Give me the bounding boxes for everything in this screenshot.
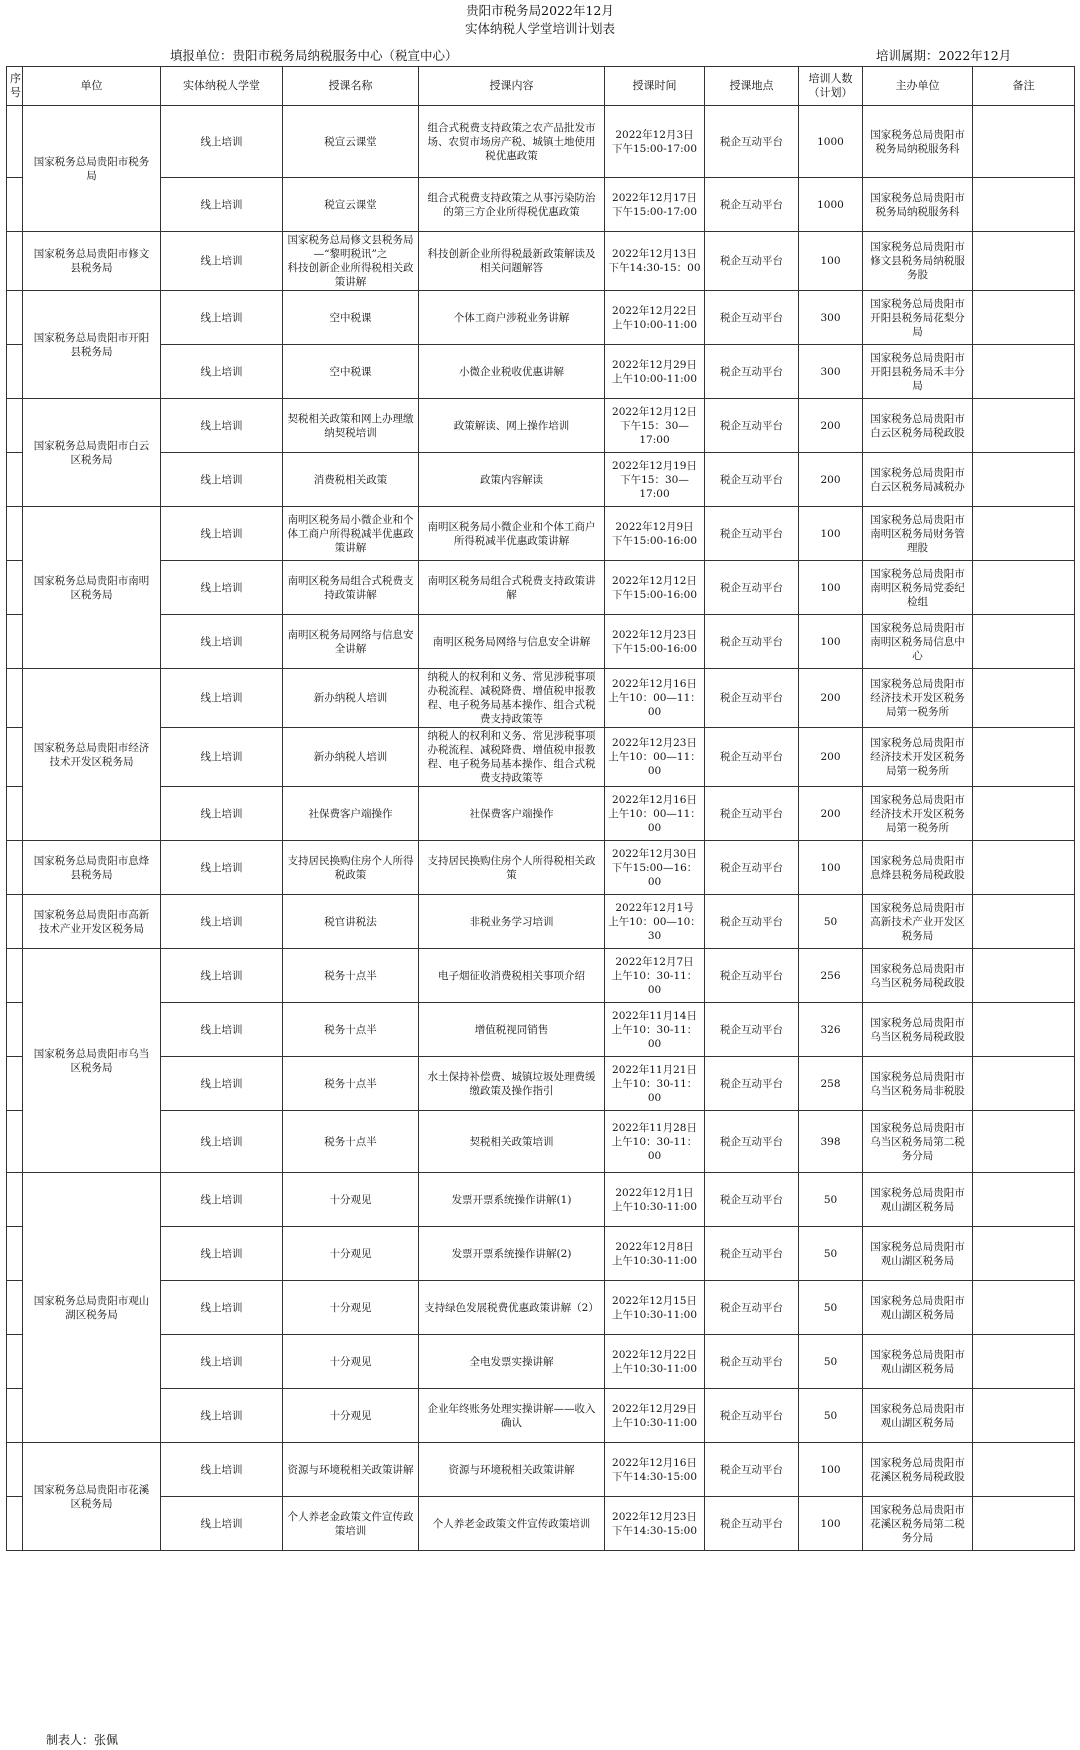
table-row — [7, 1443, 1075, 1497]
course-content-cell: 发票开票系统操作讲解(2) — [419, 1227, 605, 1281]
host-cell: 国家税务总局贵阳市观山湖区税务局 — [863, 1281, 973, 1335]
course-name-cell: 新办纳税人培训 — [283, 669, 419, 728]
course-place-cell: 税企互动平台 — [705, 841, 799, 895]
remark-cell — [973, 1335, 1075, 1389]
host-cell: 国家税务总局贵阳市经济技术开发区税务局第一税务所 — [863, 728, 973, 787]
header-course-time: 授课时间 — [605, 67, 705, 106]
course-time-cell: 2022年12月12日 下午15:00-16:00 — [605, 561, 705, 615]
table-row — [7, 895, 1075, 949]
planned-count-cell: 1000 — [799, 106, 863, 178]
remark-cell — [973, 399, 1075, 453]
remark-cell — [973, 787, 1075, 841]
planned-count-cell: 50 — [799, 895, 863, 949]
classroom-cell: 线上培训 — [161, 178, 283, 232]
row-index-cell — [7, 787, 23, 841]
row-index-cell — [7, 1443, 23, 1497]
course-place-cell: 税企互动平台 — [705, 615, 799, 669]
course-place-cell: 税企互动平台 — [705, 669, 799, 728]
classroom-cell: 线上培训 — [161, 561, 283, 615]
planned-count-cell: 1000 — [799, 178, 863, 232]
unit-cell: 国家税务总局贵阳市税务局 — [23, 106, 161, 232]
course-place-cell: 税企互动平台 — [705, 232, 799, 291]
classroom-cell: 线上培训 — [161, 615, 283, 669]
course-name-cell: 十分观见 — [283, 1227, 419, 1281]
course-name-cell: 十分观见 — [283, 1335, 419, 1389]
course-time-cell: 2022年12月15日 上午10:30-11:00 — [605, 1281, 705, 1335]
document-subtitle: 实体纳税人学堂培训计划表 — [464, 21, 615, 36]
header-course-name: 授课名称 — [283, 67, 419, 106]
table-row — [7, 232, 1075, 291]
course-content-cell: 纳税人的权利和义务、常见涉税事项办税流程、减税降费、增值税申报教程、电子税务局基本操作、组合式税费支持政策等 — [419, 728, 605, 787]
header-remark: 备注 — [973, 67, 1075, 106]
table-row — [7, 1111, 1075, 1173]
course-name-cell: 南明区税务局组合式税费支持政策讲解 — [283, 561, 419, 615]
planned-count-cell: 258 — [799, 1057, 863, 1111]
table-row — [7, 1281, 1075, 1335]
classroom-cell: 线上培训 — [161, 841, 283, 895]
course-name-cell: 国家税务总局修文县税务局—“黎明税讯”之 科技创新企业所得税相关政策讲解 — [283, 232, 419, 291]
remark-cell — [973, 1443, 1075, 1497]
host-cell: 国家税务总局贵阳市乌当区税务局税政股 — [863, 1003, 973, 1057]
host-cell: 国家税务总局贵阳市税务局纳税服务科 — [863, 178, 973, 232]
remark-cell — [973, 178, 1075, 232]
course-name-cell: 资源与环境税相关政策讲解 — [283, 1443, 419, 1497]
table-row — [7, 1227, 1075, 1281]
course-place-cell: 税企互动平台 — [705, 1497, 799, 1551]
host-cell: 国家税务总局贵阳市白云区税务局减税办 — [863, 453, 973, 507]
host-cell: 国家税务总局贵阳市税务局纳税服务科 — [863, 106, 973, 178]
course-time-cell: 2022年12月23日 下午14:30-15:00 — [605, 1497, 705, 1551]
classroom-cell: 线上培训 — [161, 1057, 283, 1111]
planned-count-cell: 50 — [799, 1389, 863, 1443]
course-time-cell: 2022年12月16日 上午10：00—11：00 — [605, 669, 705, 728]
remark-cell — [973, 232, 1075, 291]
unit-cell: 国家税务总局贵阳市高新技术产业开发区税务局 — [23, 895, 161, 949]
course-time-cell: 2022年12月12日 下午15：30—17:00 — [605, 399, 705, 453]
course-content-cell: 南明区税务局组合式税费支持政策讲解 — [419, 561, 605, 615]
remark-cell — [973, 1281, 1075, 1335]
row-index-cell — [7, 949, 23, 1003]
planned-count-cell: 200 — [799, 399, 863, 453]
course-content-cell: 个人养老金政策文件宣传政策培训 — [419, 1497, 605, 1551]
classroom-cell: 线上培训 — [161, 453, 283, 507]
header-planned-count: 培训人数（计划） — [799, 67, 863, 106]
course-name-cell: 消费税相关政策 — [283, 453, 419, 507]
course-name-cell: 契税相关政策和网上办理缴纳契税培训 — [283, 399, 419, 453]
course-content-cell: 组合式税费支持政策之从事污染防治的第三方企业所得税优惠政策 — [419, 178, 605, 232]
course-name-cell: 十分观见 — [283, 1389, 419, 1443]
table-row — [7, 1173, 1075, 1227]
host-cell: 国家税务总局贵阳市高新技术产业开发区税务局 — [863, 895, 973, 949]
course-time-cell: 2022年11月21日 上午10：30-11：00 — [605, 1057, 705, 1111]
course-place-cell: 税企互动平台 — [705, 1389, 799, 1443]
row-index-cell — [7, 1111, 23, 1173]
course-content-cell: 全电发票实操讲解 — [419, 1335, 605, 1389]
course-time-cell: 2022年12月23日 上午10：00—11：00 — [605, 728, 705, 787]
table-row — [7, 178, 1075, 232]
classroom-cell: 线上培训 — [161, 291, 283, 345]
course-place-cell: 税企互动平台 — [705, 1003, 799, 1057]
course-time-cell: 2022年11月14日 上午10：30-11：00 — [605, 1003, 705, 1057]
planned-count-cell: 50 — [799, 1281, 863, 1335]
planned-count-cell: 100 — [799, 841, 863, 895]
planned-count-cell: 100 — [799, 1497, 863, 1551]
course-name-cell: 税务十点半 — [283, 949, 419, 1003]
course-time-cell: 2022年12月9日 下午15:00-16:00 — [605, 507, 705, 561]
course-time-cell: 2022年12月29日 上午10:00-11:00 — [605, 345, 705, 399]
course-content-cell: 非税业务学习培训 — [419, 895, 605, 949]
classroom-cell: 线上培训 — [161, 669, 283, 728]
course-place-cell: 税企互动平台 — [705, 895, 799, 949]
course-place-cell: 税企互动平台 — [705, 1443, 799, 1497]
header-host: 主办单位 — [863, 67, 973, 106]
row-index-cell — [7, 1227, 23, 1281]
row-index-cell — [7, 1389, 23, 1443]
planned-count-cell: 200 — [799, 669, 863, 728]
classroom-cell: 线上培训 — [161, 1335, 283, 1389]
course-content-cell: 南明区税务局网络与信息安全讲解 — [419, 615, 605, 669]
row-index-cell — [7, 291, 23, 345]
row-index-cell — [7, 232, 23, 291]
course-time-cell: 2022年12月29日 上午10:30-11:00 — [605, 1389, 705, 1443]
course-content-cell: 支持绿色发展税费优惠政策讲解（2） — [419, 1281, 605, 1335]
host-cell: 国家税务总局贵阳市乌当区税务局非税股 — [863, 1057, 973, 1111]
remark-cell — [973, 669, 1075, 728]
planned-count-cell: 100 — [799, 232, 863, 291]
remark-cell — [973, 949, 1075, 1003]
table-row — [7, 615, 1075, 669]
unit-cell: 国家税务总局贵阳市修文县税务局 — [23, 232, 161, 291]
table-row — [7, 787, 1075, 841]
row-index-cell — [7, 1281, 23, 1335]
planned-count-cell: 50 — [799, 1173, 863, 1227]
table-row — [7, 453, 1075, 507]
course-place-cell: 税企互动平台 — [705, 949, 799, 1003]
unit-cell: 国家税务总局贵阳市经济技术开发区税务局 — [23, 669, 161, 841]
course-name-cell: 空中税课 — [283, 291, 419, 345]
table-maker: 制表人：张佩 — [46, 1733, 119, 1747]
course-content-cell: 组合式税费支持政策之农产品批发市场、农贸市场房产税、城镇土地使用税优惠政策 — [419, 106, 605, 178]
remark-cell — [973, 1227, 1075, 1281]
course-name-cell: 新办纳税人培训 — [283, 728, 419, 787]
classroom-cell: 线上培训 — [161, 1443, 283, 1497]
remark-cell — [973, 1389, 1075, 1443]
header-unit: 单位 — [23, 67, 161, 106]
host-cell: 国家税务总局贵阳市修文县税务局纳税服务股 — [863, 232, 973, 291]
header-index: 序号 — [7, 67, 23, 106]
classroom-cell: 线上培训 — [161, 949, 283, 1003]
course-content-cell: 契税相关政策培训 — [419, 1111, 605, 1173]
table-row — [7, 1057, 1075, 1111]
unit-cell: 国家税务总局贵阳市乌当区税务局 — [23, 949, 161, 1173]
table-row — [7, 106, 1075, 178]
unit-cell: 国家税务总局贵阳市观山湖区税务局 — [23, 1173, 161, 1443]
row-index-cell — [7, 1057, 23, 1111]
host-cell: 国家税务总局贵阳市开阳县税务局禾丰分局 — [863, 345, 973, 399]
planned-count-cell: 200 — [799, 787, 863, 841]
course-place-cell: 税企互动平台 — [705, 1335, 799, 1389]
row-index-cell — [7, 615, 23, 669]
host-cell: 国家税务总局贵阳市花溪区税务局第二税务分局 — [863, 1497, 973, 1551]
host-cell: 国家税务总局贵阳市开阳县税务局花梨分局 — [863, 291, 973, 345]
course-time-cell: 2022年12月13日 下午14:30-15：00 — [605, 232, 705, 291]
classroom-cell: 线上培训 — [161, 1227, 283, 1281]
header-course-place: 授课地点 — [705, 67, 799, 106]
course-name-cell: 税务十点半 — [283, 1111, 419, 1173]
planned-count-cell: 100 — [799, 615, 863, 669]
course-content-cell: 增值税视同销售 — [419, 1003, 605, 1057]
course-place-cell: 税企互动平台 — [705, 561, 799, 615]
course-time-cell: 2022年12月1号 上午10：00—10：30 — [605, 895, 705, 949]
course-time-cell: 2022年12月1日 上午10:30-11:00 — [605, 1173, 705, 1227]
remark-cell — [973, 728, 1075, 787]
course-content-cell: 发票开票系统操作讲解(1) — [419, 1173, 605, 1227]
planned-count-cell: 200 — [799, 728, 863, 787]
table-row — [7, 399, 1075, 453]
course-name-cell: 南明区税务局小微企业和个体工商户所得税减半优惠政策讲解 — [283, 507, 419, 561]
remark-cell — [973, 841, 1075, 895]
course-content-cell: 南明区税务局小微企业和个体工商户所得税减半优惠政策讲解 — [419, 507, 605, 561]
planned-count-cell: 200 — [799, 453, 863, 507]
table-row — [7, 291, 1075, 345]
table-row — [7, 507, 1075, 561]
course-name-cell: 社保费客户端操作 — [283, 787, 419, 841]
classroom-cell: 线上培训 — [161, 399, 283, 453]
table-row — [7, 1335, 1075, 1389]
row-index-cell — [7, 1003, 23, 1057]
course-time-cell: 2022年12月16日 上午10：00—11：00 — [605, 787, 705, 841]
course-place-cell: 税企互动平台 — [705, 1281, 799, 1335]
table-row — [7, 841, 1075, 895]
table-row — [7, 669, 1075, 728]
course-name-cell: 税务十点半 — [283, 1003, 419, 1057]
course-time-cell: 2022年12月22日 上午10:30-11:00 — [605, 1335, 705, 1389]
planned-count-cell: 398 — [799, 1111, 863, 1173]
row-index-cell — [7, 1335, 23, 1389]
planned-count-cell: 50 — [799, 1227, 863, 1281]
remark-cell — [973, 1497, 1075, 1551]
course-place-cell: 税企互动平台 — [705, 1111, 799, 1173]
training-period: 培训属期：2022年12月 — [876, 48, 1012, 63]
remark-cell — [973, 1057, 1075, 1111]
course-content-cell: 企业年终账务处理实操讲解——收入确认 — [419, 1389, 605, 1443]
classroom-cell: 线上培训 — [161, 1003, 283, 1057]
classroom-cell: 线上培训 — [161, 1497, 283, 1551]
table-row — [7, 1003, 1075, 1057]
course-content-cell: 小微企业税收优惠讲解 — [419, 345, 605, 399]
course-time-cell: 2022年11月28日 上午10：30-11：00 — [605, 1111, 705, 1173]
host-cell: 国家税务总局贵阳市白云区税务局税政股 — [863, 399, 973, 453]
remark-cell — [973, 615, 1075, 669]
host-cell: 国家税务总局贵阳市观山湖区税务局 — [863, 1227, 973, 1281]
course-place-cell: 税企互动平台 — [705, 106, 799, 178]
course-name-cell: 十分观见 — [283, 1173, 419, 1227]
remark-cell — [973, 1111, 1075, 1173]
course-place-cell: 税企互动平台 — [705, 399, 799, 453]
remark-cell — [973, 106, 1075, 178]
planned-count-cell: 100 — [799, 1443, 863, 1497]
header-course-content: 授课内容 — [419, 67, 605, 106]
training-plan-table — [6, 66, 1075, 1551]
classroom-cell: 线上培训 — [161, 345, 283, 399]
course-name-cell: 个人养老金政策文件宣传政策培训 — [283, 1497, 419, 1551]
host-cell: 国家税务总局贵阳市观山湖区税务局 — [863, 1389, 973, 1443]
classroom-cell: 线上培训 — [161, 1111, 283, 1173]
host-cell: 国家税务总局贵阳市南明区税务局信息中心 — [863, 615, 973, 669]
planned-count-cell: 256 — [799, 949, 863, 1003]
remark-cell — [973, 1003, 1075, 1057]
planned-count-cell: 300 — [799, 345, 863, 399]
classroom-cell: 线上培训 — [161, 895, 283, 949]
course-place-cell: 税企互动平台 — [705, 787, 799, 841]
host-cell: 国家税务总局贵阳市乌当区税务局第二税务分局 — [863, 1111, 973, 1173]
row-index-cell — [7, 895, 23, 949]
row-index-cell — [7, 841, 23, 895]
host-cell: 国家税务总局贵阳市南明区税务局财务管理股 — [863, 507, 973, 561]
course-content-cell: 社保费客户端操作 — [419, 787, 605, 841]
host-cell: 国家税务总局贵阳市南明区税务局党委纪检组 — [863, 561, 973, 615]
classroom-cell: 线上培训 — [161, 232, 283, 291]
course-time-cell: 2022年12月16日 下午14:30-15:00 — [605, 1443, 705, 1497]
host-cell: 国家税务总局贵阳市花溪区税务局税政股 — [863, 1443, 973, 1497]
remark-cell — [973, 895, 1075, 949]
course-place-cell: 税企互动平台 — [705, 453, 799, 507]
host-cell: 国家税务总局贵阳市息烽县税务局税政股 — [863, 841, 973, 895]
course-name-cell: 税宣云课堂 — [283, 106, 419, 178]
unit-cell: 国家税务总局贵阳市开阳县税务局 — [23, 291, 161, 399]
course-place-cell: 税企互动平台 — [705, 728, 799, 787]
course-time-cell: 2022年12月19日 下午15：30—17:00 — [605, 453, 705, 507]
course-place-cell: 税企互动平台 — [705, 291, 799, 345]
course-content-cell: 政策解读、网上操作培训 — [419, 399, 605, 453]
unit-cell: 国家税务总局贵阳市白云区税务局 — [23, 399, 161, 507]
course-content-cell: 电子烟征收消费税相关事项介绍 — [419, 949, 605, 1003]
header-classroom: 实体纳税人学堂 — [161, 67, 283, 106]
unit-cell: 国家税务总局贵阳市息烽县税务局 — [23, 841, 161, 895]
remark-cell — [973, 507, 1075, 561]
classroom-cell: 线上培训 — [161, 1173, 283, 1227]
row-index-cell — [7, 399, 23, 453]
course-content-cell: 科技创新企业所得税最新政策解读及相关问题解答 — [419, 232, 605, 291]
unit-cell: 国家税务总局贵阳市南明区税务局 — [23, 507, 161, 669]
classroom-cell: 线上培训 — [161, 787, 283, 841]
course-name-cell: 税宣云课堂 — [283, 178, 419, 232]
header-row — [7, 67, 1075, 106]
course-time-cell: 2022年12月23日 下午15:00-16:00 — [605, 615, 705, 669]
planned-count-cell: 326 — [799, 1003, 863, 1057]
course-content-cell: 水土保持补偿费、城镇垃圾处理费缓缴政策及操作指引 — [419, 1057, 605, 1111]
course-name-cell: 税官讲税法 — [283, 895, 419, 949]
planned-count-cell: 300 — [799, 291, 863, 345]
remark-cell — [973, 561, 1075, 615]
course-name-cell: 南明区税务局网络与信息安全讲解 — [283, 615, 419, 669]
course-time-cell: 2022年12月17日 下午15:00-17:00 — [605, 178, 705, 232]
table-row — [7, 561, 1075, 615]
course-place-cell: 税企互动平台 — [705, 345, 799, 399]
table-row — [7, 1497, 1075, 1551]
table-row — [7, 949, 1075, 1003]
remark-cell — [973, 291, 1075, 345]
remark-cell — [973, 453, 1075, 507]
course-time-cell: 2022年12月8日 上午10:30-11:00 — [605, 1227, 705, 1281]
row-index-cell — [7, 669, 23, 728]
course-place-cell: 税企互动平台 — [705, 1173, 799, 1227]
planned-count-cell: 100 — [799, 507, 863, 561]
course-content-cell: 政策内容解读 — [419, 453, 605, 507]
course-place-cell: 税企互动平台 — [705, 1227, 799, 1281]
row-index-cell — [7, 1173, 23, 1227]
host-cell: 国家税务总局贵阳市乌当区税务局税政股 — [863, 949, 973, 1003]
table-row — [7, 345, 1075, 399]
row-index-cell — [7, 106, 23, 178]
document-title: 贵阳市税务局2022年12月 — [466, 3, 614, 18]
remark-cell — [973, 1173, 1075, 1227]
host-cell: 国家税务总局贵阳市观山湖区税务局 — [863, 1173, 973, 1227]
course-place-cell: 税企互动平台 — [705, 178, 799, 232]
row-index-cell — [7, 1497, 23, 1551]
course-content-cell: 纳税人的权利和义务、常见涉税事项办税流程、减税降费、增值税申报教程、电子税务局基本操作、组合式税费支持政策等 — [419, 669, 605, 728]
course-place-cell: 税企互动平台 — [705, 507, 799, 561]
host-cell: 国家税务总局贵阳市观山湖区税务局 — [863, 1335, 973, 1389]
course-content-cell: 支持居民换购住房个人所得税相关政策 — [419, 841, 605, 895]
row-index-cell — [7, 345, 23, 399]
course-content-cell: 资源与环境税相关政策讲解 — [419, 1443, 605, 1497]
course-time-cell: 2022年12月3日 下午15:00-17:00 — [605, 106, 705, 178]
row-index-cell — [7, 453, 23, 507]
course-place-cell: 税企互动平台 — [705, 1057, 799, 1111]
course-time-cell: 2022年12月22日 上午10:00-11:00 — [605, 291, 705, 345]
course-time-cell: 2022年12月30日 下午15:00—16：00 — [605, 841, 705, 895]
row-index-cell — [7, 178, 23, 232]
course-time-cell: 2022年12月7日 上午10：30-11：00 — [605, 949, 705, 1003]
host-cell: 国家税务总局贵阳市经济技术开发区税务局第一税务所 — [863, 669, 973, 728]
classroom-cell: 线上培训 — [161, 1389, 283, 1443]
course-name-cell: 十分观见 — [283, 1281, 419, 1335]
classroom-cell: 线上培训 — [161, 728, 283, 787]
planned-count-cell: 100 — [799, 561, 863, 615]
course-name-cell: 支持居民换购住房个人所得税政策 — [283, 841, 419, 895]
classroom-cell: 线上培训 — [161, 1281, 283, 1335]
unit-cell: 国家税务总局贵阳市花溪区税务局 — [23, 1443, 161, 1551]
table-row — [7, 728, 1075, 787]
row-index-cell — [7, 507, 23, 561]
classroom-cell: 线上培训 — [161, 507, 283, 561]
course-content-cell: 个体工商户涉税业务讲解 — [419, 291, 605, 345]
row-index-cell — [7, 728, 23, 787]
planned-count-cell: 50 — [799, 1335, 863, 1389]
fill-unit: 填报单位：贵阳市税务局纳税服务中心（税宣中心） — [170, 48, 458, 63]
row-index-cell — [7, 561, 23, 615]
host-cell: 国家税务总局贵阳市经济技术开发区税务局第一税务所 — [863, 787, 973, 841]
remark-cell — [973, 345, 1075, 399]
classroom-cell: 线上培训 — [161, 106, 283, 178]
table-row — [7, 1389, 1075, 1443]
course-name-cell: 税务十点半 — [283, 1057, 419, 1111]
course-name-cell: 空中税课 — [283, 345, 419, 399]
